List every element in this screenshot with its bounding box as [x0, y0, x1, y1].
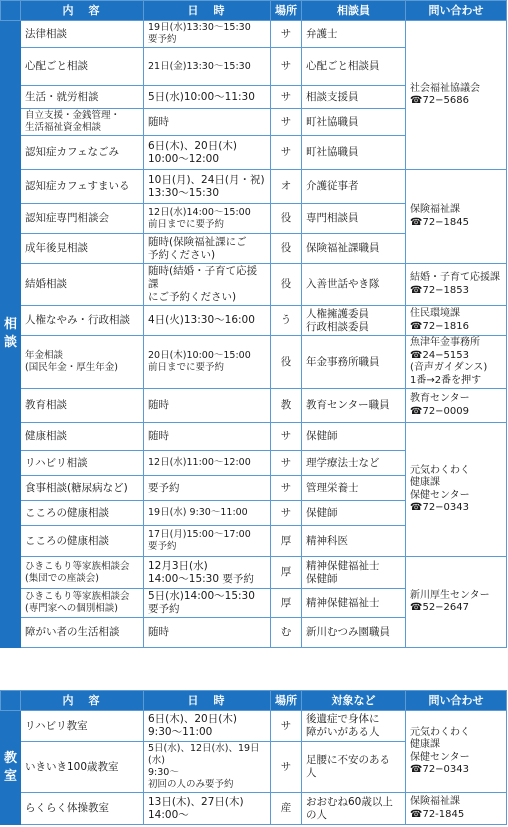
cell-datetime: 随時: [144, 389, 271, 423]
cell-datetime: 随時: [144, 109, 271, 136]
cell-person: 相談支援員: [302, 86, 406, 109]
cell-target: おおむね60歳以上 の人: [302, 793, 406, 825]
cell-content: 認知症カフェなごみ: [21, 136, 144, 170]
cell-place: サ: [271, 476, 302, 501]
section-side-text: 相談: [3, 317, 17, 350]
cell-contact: 教育センター ☎72−0009: [406, 389, 507, 423]
header-place: 場所: [271, 691, 302, 711]
cell-datetime: 要予約: [144, 476, 271, 501]
cell-content: 教育相談: [21, 389, 144, 423]
cell-content: 成年後見相談: [21, 234, 144, 264]
cell-place: オ: [271, 170, 302, 204]
table-row: [1, 21, 507, 48]
cell-content: 生活・就労相談: [21, 86, 144, 109]
table-row: [1, 793, 507, 825]
cell-person: 精神保健福祉士: [302, 589, 406, 618]
cell-content: 法律相談: [21, 21, 144, 48]
cell-place: 役: [271, 234, 302, 264]
cell-datetime: 随時: [144, 618, 271, 648]
cell-place: サ: [271, 109, 302, 136]
header-person: 相談員: [302, 1, 406, 21]
cell-datetime: 21日(金)13:30～15:30: [144, 48, 271, 86]
cell-content: らくらく体操教室: [21, 793, 144, 825]
cell-datetime: 5日(水)10:00～11:30: [144, 86, 271, 109]
cell-place: む: [271, 618, 302, 648]
cell-datetime: 4日(火)13:30～16:00: [144, 306, 271, 336]
section-side-text: 教室: [3, 750, 17, 784]
header-contact: 問い合わせ: [406, 1, 507, 21]
cell-contact: 魚津年金事務所 ☎24−5153 (音声ガイダンス) 1番→2番を押す: [406, 336, 507, 389]
cell-person: 心配ごと相談員: [302, 48, 406, 86]
table-row: [1, 557, 507, 589]
cell-content: 健康相談: [21, 423, 144, 451]
header-datetime: 日 時: [144, 691, 271, 711]
cell-datetime: 6日(木)、20日(木) 10:00～12:00: [144, 136, 271, 170]
table-row: [1, 389, 507, 423]
cell-content: 年金相談 (国民年金・厚生年金): [21, 336, 144, 389]
cell-content: 結婚相談: [21, 264, 144, 306]
cell-contact: 住民環境課 ☎72−1816: [406, 306, 507, 336]
cell-datetime: 5日(水)、12日(水)、19日(水) 9:30～ 初回の人のみ要予約: [144, 742, 271, 793]
cell-place: う: [271, 306, 302, 336]
cell-datetime: 17日(月)15:00～17:00 要予約: [144, 526, 271, 557]
header-content: 内 容: [21, 691, 144, 711]
header-target: 対象など: [302, 691, 406, 711]
cell-place: サ: [271, 742, 302, 793]
cell-place: 教: [271, 389, 302, 423]
cell-person: 新川むつみ園職員: [302, 618, 406, 648]
cell-content: こころの健康相談: [21, 526, 144, 557]
cell-place: 厚: [271, 526, 302, 557]
cell-person: 教育センター職員: [302, 389, 406, 423]
cell-place: 厚: [271, 557, 302, 589]
cell-datetime: 12月3日(水) 14:00～15:30 要予約: [144, 557, 271, 589]
cell-datetime: 随時(保険福祉課にご 予約ください): [144, 234, 271, 264]
section-side-label: [1, 711, 21, 825]
cell-person: 入善世話やき隊: [302, 264, 406, 306]
cell-place: 産: [271, 793, 302, 825]
cell-place: 役: [271, 336, 302, 389]
cell-person: 年金事務所職員: [302, 336, 406, 389]
cell-content: 心配ごと相談: [21, 48, 144, 86]
section-side-label: [1, 21, 21, 648]
cell-content: いきいき100歳教室: [21, 742, 144, 793]
class-table: [0, 690, 507, 825]
cell-content: リハビリ相談: [21, 451, 144, 476]
cell-content: 認知症カフェすまいる: [21, 170, 144, 204]
cell-place: サ: [271, 48, 302, 86]
header-content: 内 容: [21, 1, 144, 21]
cell-place: 厚: [271, 589, 302, 618]
cell-datetime: 20日(木)10:00～15:00 前日までに要予約: [144, 336, 271, 389]
cell-place: サ: [271, 136, 302, 170]
header-datetime: 日 時: [144, 1, 271, 21]
cell-place: サ: [271, 451, 302, 476]
cell-contact: 社会福祉協議会 ☎72−5686: [406, 21, 507, 170]
cell-place: サ: [271, 86, 302, 109]
cell-person: 介護従事者: [302, 170, 406, 204]
cell-contact: 保険福祉課 ☎72−1845: [406, 170, 507, 264]
cell-datetime: 5日(水)14:00～15:30 要予約: [144, 589, 271, 618]
cell-person: 精神保健福祉士 保健師: [302, 557, 406, 589]
cell-place: 役: [271, 204, 302, 234]
cell-datetime: 12日(水)11:00～12:00: [144, 451, 271, 476]
cell-datetime: 10日(月)、24日(月・祝) 13:30～15:30: [144, 170, 271, 204]
header-corner: [1, 691, 21, 711]
header-row: [1, 1, 507, 21]
cell-contact: 元気わくわく 健康課 保健センター ☎72−0343: [406, 711, 507, 793]
table-row: [1, 264, 507, 306]
header-place: 場所: [271, 1, 302, 21]
cell-person: 専門相談員: [302, 204, 406, 234]
cell-datetime: 随時(結婚・子育て応援課 にご予約ください): [144, 264, 271, 306]
table-row: [1, 336, 507, 389]
cell-content: 食事相談(糖尿病など): [21, 476, 144, 501]
header-row: [1, 691, 507, 711]
cell-content: 障がい者の生活相談: [21, 618, 144, 648]
cell-content: ひきこもり等家族相談会 (集団での座談会): [21, 557, 144, 589]
table-row: [1, 170, 507, 204]
cell-datetime: 12日(水)14:00～15:00 前日までに要予約: [144, 204, 271, 234]
cell-person: 管理栄養士: [302, 476, 406, 501]
cell-contact: 保険福祉課 ☎72-1845: [406, 793, 507, 825]
cell-person: 人権擁護委員 行政相談委員: [302, 306, 406, 336]
cell-person: 保健師: [302, 423, 406, 451]
table-row: [1, 711, 507, 742]
cell-person: 町社協職員: [302, 109, 406, 136]
cell-person: 弁護士: [302, 21, 406, 48]
cell-contact: 元気わくわく 健康課 保健センター ☎72−0343: [406, 423, 507, 557]
table-row: [1, 423, 507, 451]
cell-datetime: 13日(木)、27日(木) 14:00～: [144, 793, 271, 825]
cell-contact: 新川厚生センター ☎52−2647: [406, 557, 507, 648]
cell-person: 保険福祉課職員: [302, 234, 406, 264]
cell-content: リハビリ教室: [21, 711, 144, 742]
cell-datetime: 6日(木)、20日(木) 9:30～11:00: [144, 711, 271, 742]
cell-person: 精神科医: [302, 526, 406, 557]
header-contact: 問い合わせ: [406, 691, 507, 711]
header-corner: [1, 1, 21, 21]
cell-content: ひきこもり等家族相談会 (専門家への個別相談): [21, 589, 144, 618]
cell-place: サ: [271, 423, 302, 451]
cell-content: 人権なやみ・行政相談: [21, 306, 144, 336]
cell-content: 自立支援・金銭管理・ 生活福祉資金相談: [21, 109, 144, 136]
cell-place: 役: [271, 264, 302, 306]
cell-person: 理学療法士など: [302, 451, 406, 476]
cell-target: 後遺症で身体に 障がいがある人: [302, 711, 406, 742]
cell-contact: 結婚・子育て応援課 ☎72−1853: [406, 264, 507, 306]
cell-datetime: 19日(水)13:30～15:30 要予約: [144, 21, 271, 48]
cell-person: 町社協職員: [302, 136, 406, 170]
cell-content: こころの健康相談: [21, 501, 144, 526]
cell-place: サ: [271, 501, 302, 526]
cell-person: 保健師: [302, 501, 406, 526]
cell-datetime: 随時: [144, 423, 271, 451]
cell-datetime: 19日(水) 9:30～11:00: [144, 501, 271, 526]
cell-place: サ: [271, 711, 302, 742]
table-row: [1, 306, 507, 336]
cell-place: サ: [271, 21, 302, 48]
cell-target: 足腰に不安のある 人: [302, 742, 406, 793]
cell-content: 認知症専門相談会: [21, 204, 144, 234]
